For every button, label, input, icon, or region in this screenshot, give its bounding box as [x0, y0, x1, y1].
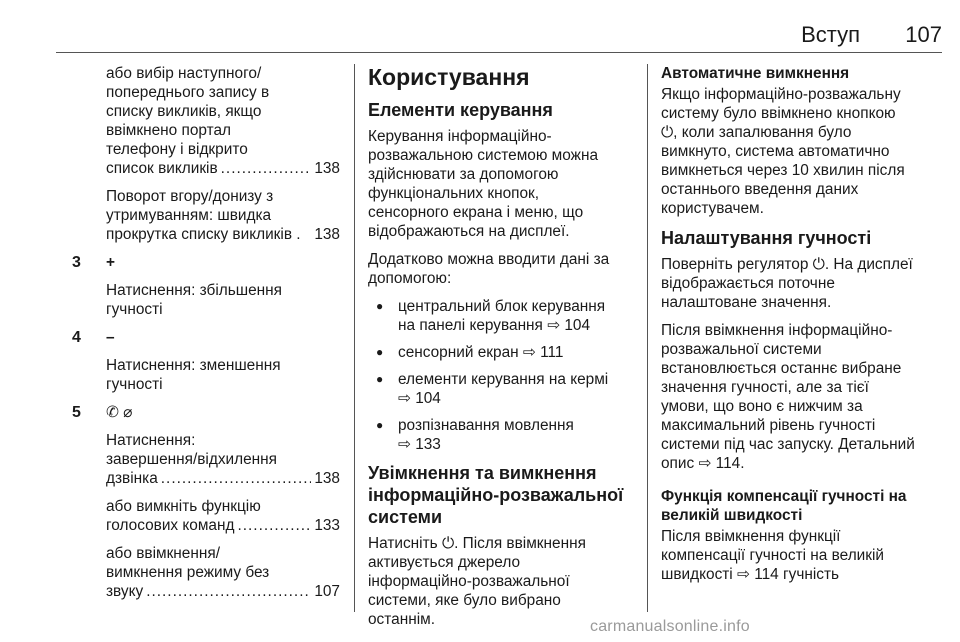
paragraph-power: Натисніть ⏻. Після ввімкнення активується джерело інформаційно-розважальної системи, яке було вибрано останнім.	[368, 535, 586, 628]
item-5	[72, 403, 340, 601]
text-line: телефону і відкрито	[106, 141, 248, 158]
column-middle	[368, 64, 633, 638]
text-line: ввімкнено портал	[106, 122, 232, 139]
paragraph-controls: Керування інформаційно- розважальною системою можна здійснювати за допомогою функціональних кнопок, сенсорного екрана і меню, що відображаються на дисплеї.	[368, 128, 599, 240]
minus-symbol: –	[106, 329, 115, 346]
list-item: ● розпізнавання мовлення ⇨ 133	[368, 416, 633, 454]
column-divider-1	[354, 64, 355, 612]
ref-arrow-icon: ⇨	[398, 436, 411, 453]
page-ref[interactable]: 114.	[715, 455, 745, 472]
text-line: або вибір наступного/	[106, 65, 262, 82]
leader-line-mute[interactable]: звуку ..... 107	[106, 582, 340, 601]
item-number: 4	[72, 329, 81, 346]
bullet-list-input	[368, 297, 633, 454]
page-header-title: Вступ	[801, 22, 860, 47]
text-line: Натиснення:	[106, 432, 196, 449]
paragraph-volume-2: Після ввімкнення інформаційно- розважальної системи встановлюється останнє вибране значення гучності, але за тієї умови, що воно є нижчим за максимальний рівень гучності системи під час запуску. Детальний опис ⇨ 114.	[661, 322, 915, 472]
ref-arrow-icon: ⇨	[698, 455, 712, 472]
leader-line-scroll[interactable]: прокрутка списку викликів . 138	[106, 226, 340, 243]
text-line: попереднього запису в	[106, 84, 270, 101]
paragraph-extra-input: Додатково можна вводити дані за допомогою:	[368, 251, 610, 287]
text-line: утримуванням: швидка	[106, 207, 272, 224]
leader-line-end-call[interactable]: дзвінка ..... 138	[106, 469, 340, 488]
text-line: вимкнення режиму без	[106, 564, 270, 581]
ref-arrow-icon: ⇨	[522, 344, 536, 361]
column-right	[661, 64, 933, 593]
column-divider-2	[647, 64, 648, 612]
ref-arrow-icon: ⇨	[547, 317, 561, 334]
list-item: ● сенсорний екран ⇨ 111	[368, 343, 633, 362]
page-ref[interactable]: 114 гучність	[754, 566, 840, 583]
page-ref[interactable]: 104	[415, 390, 441, 407]
leader-line-call-list[interactable]: список викликів ..... 138	[106, 159, 340, 178]
item-number: 5	[72, 404, 81, 421]
page-ref[interactable]: 104	[564, 317, 591, 334]
item-4	[72, 328, 340, 394]
list-item: ● елементи керування на кермі ⇨ 104	[368, 370, 633, 408]
heading-speed-compensation: Функція компенсації гучності на великій швидкості	[661, 488, 907, 524]
call-list-intro	[72, 64, 340, 178]
plus-symbol: +	[106, 254, 115, 271]
list-item: ● центральний блок керування на панелі керування ⇨ 104	[368, 297, 633, 335]
paragraph-auto-off: Якщо інформаційно-розважальну систему було ввімкнено кнопкою ⏻, коли запалювання було вимкнуто, система автоматично вимкнеться через 10 хвилин після останнього введення даних користувачем.	[661, 86, 905, 217]
heading-auto-off: Автоматичне вимкнення	[661, 65, 850, 82]
page-ref[interactable]: 133	[415, 436, 441, 453]
text-line: або вимкніть функцію	[106, 498, 261, 515]
leader-line-voice[interactable]: голосових команд ..... 133	[106, 516, 340, 535]
text-line: або ввімкнення/	[106, 545, 220, 562]
ref-arrow-icon: ⇨	[737, 566, 750, 583]
heading-controls: Елементи керування	[368, 100, 553, 120]
heading-volume: Налаштування гучності	[661, 228, 872, 248]
page-number: 107	[905, 22, 942, 47]
heading-power: Увімкнення та вимкнення інформаційно-розважальної системи	[368, 463, 624, 527]
mute-phone-icon: ✆ ⌀	[106, 404, 133, 421]
text-line: гучності	[106, 301, 163, 318]
rotate-desc	[72, 187, 340, 244]
item-3	[72, 253, 340, 319]
text-line: завершення/відхилення	[106, 451, 277, 468]
text-line: Натиснення: збільшення	[106, 282, 282, 299]
column-left	[72, 64, 340, 610]
text-line: списку викликів, якщо	[106, 103, 262, 120]
watermark: carmanualsonline.info	[590, 618, 750, 635]
ref-arrow-icon: ⇨	[398, 390, 411, 407]
page-ref[interactable]: 111	[540, 344, 564, 361]
header-rule	[56, 52, 942, 53]
section-title-usage: Користування	[368, 64, 530, 90]
text-line: Поворот вгору/донизу з	[106, 188, 274, 205]
paragraph-volume-1: Поверніть регулятор ⏻. На дисплеї відображається поточне налаштоване значення.	[661, 256, 913, 311]
paragraph-speed-compensation: Після ввімкнення функції компенсації гучності на великій швидкості ⇨ 114 гучність	[661, 528, 885, 583]
text-line: Натиснення: зменшення	[106, 357, 281, 374]
item-number: 3	[72, 254, 81, 271]
text-line: гучності	[106, 376, 163, 393]
